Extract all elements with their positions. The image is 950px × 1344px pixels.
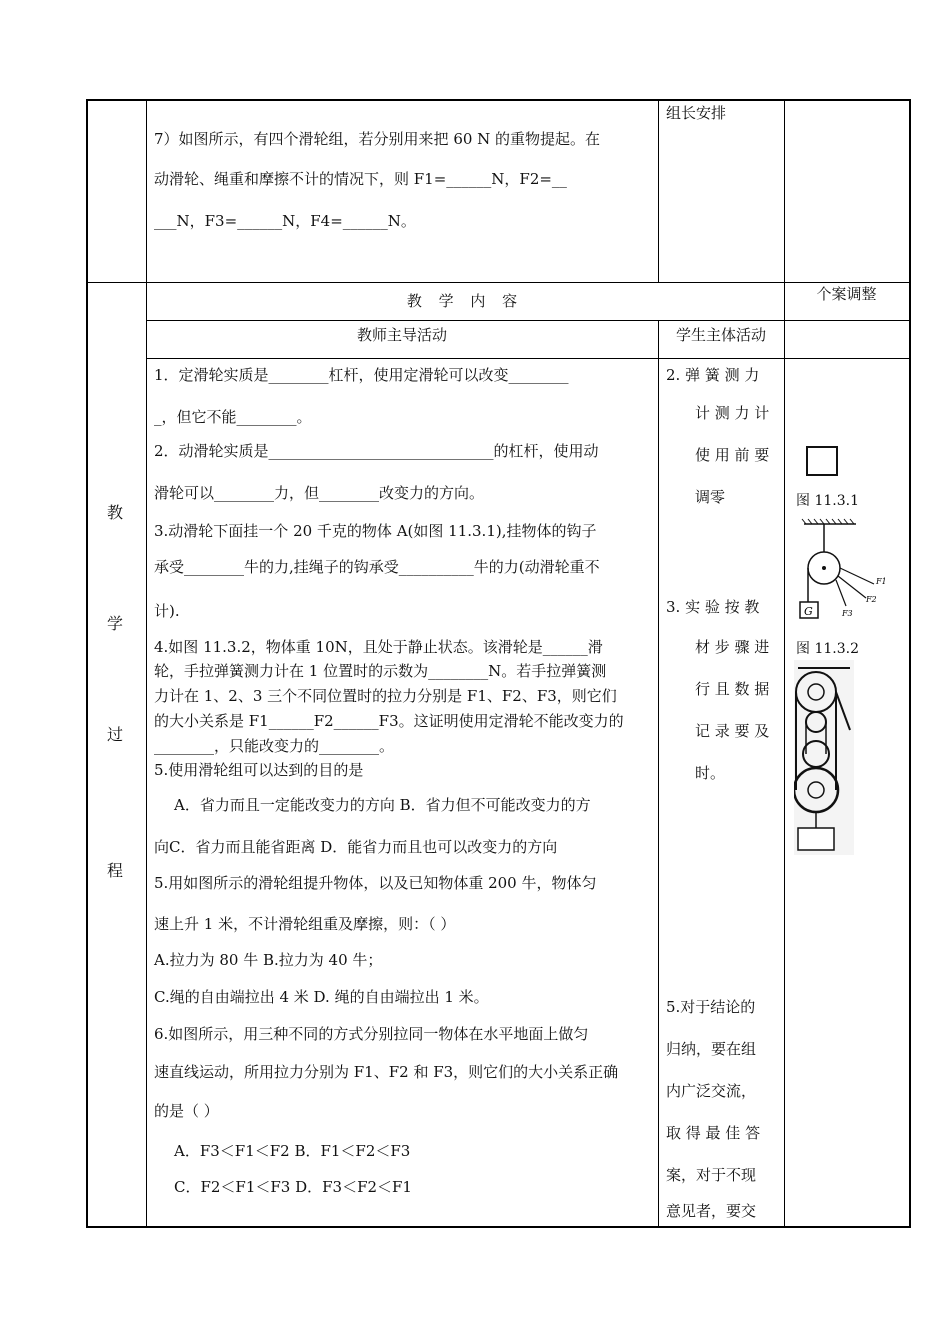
- student-line: 意见者，要交: [666, 1202, 757, 1220]
- student-activity-header: 学生主体活动: [675, 326, 766, 344]
- teacher-line: 滑轮可以________力，但________改变力的方向。: [154, 484, 485, 502]
- table-border-left: [86, 99, 88, 1228]
- teacher-activity-header: 教师主导活动: [356, 326, 447, 344]
- col-line-2-bottom: [658, 320, 659, 1228]
- figure-11-3-2-caption: 图 11.3.2: [796, 641, 859, 657]
- side-label-guo: 过: [107, 725, 124, 744]
- table-border-bottom: [86, 1226, 911, 1228]
- teacher-line: 1．定滑轮实质是________杠杆，使用定滑轮可以改变________: [154, 366, 569, 384]
- teacher-line: ________，只能改变力的________。: [154, 737, 395, 755]
- student-line: 记 录 要 及: [695, 722, 770, 740]
- side-label-xue: 学: [107, 614, 124, 633]
- teacher-line: A．省力而且一定能改变力的方向 B．省力但不可能改变力的方: [174, 796, 591, 814]
- case-adjust-label: 个案调整: [816, 285, 877, 303]
- student-line: 取 得 最 佳 答: [666, 1124, 761, 1142]
- col-line-3-bottom: [784, 320, 785, 1228]
- student-line: 使 用 前 要: [695, 446, 770, 464]
- pulley-block-diagram: [794, 660, 854, 855]
- figure-11-3-1-caption: 图 11.3.1: [796, 493, 859, 509]
- student-line: 内广泛交流，: [666, 1082, 757, 1100]
- side-label-jiao: 教: [107, 503, 124, 522]
- teacher-line: 承受________牛的力,挂绳子的钩承受__________牛的力(动滑轮重不: [154, 558, 600, 576]
- teacher-line: 的是（ ）: [154, 1102, 219, 1120]
- teacher-line: C．F2＜F1＜F3 D．F3＜F2＜F1: [174, 1178, 412, 1196]
- student-line: 5.对于结论的: [666, 998, 756, 1016]
- col-line-2-top: [658, 99, 659, 283]
- teacher-line: 力计在 1、2、3 三个不同位置时的拉力分别是 F1、F2、F3，则它们: [154, 687, 617, 705]
- teacher-line: 2．动滑轮实质是______________________________的杠杆，使用动: [154, 442, 599, 460]
- teacher-line: 计).: [154, 602, 180, 620]
- teacher-line: A.拉力为 80 牛 B.拉力为 40 牛；: [154, 951, 383, 969]
- fig2-f3-label: F3: [842, 609, 853, 618]
- col-line-1: [146, 99, 147, 1228]
- fig2-f2-label: F2: [866, 595, 877, 604]
- student-line: 材 步 骤 进: [695, 638, 770, 656]
- student-line: 行 且 数 据: [695, 680, 770, 698]
- teacher-line: 的大小关系是 F1______F2______F3。这证明使用定滑轮不能改变力的: [154, 712, 624, 730]
- group-leader-note: 组长安排: [666, 104, 727, 122]
- teacher-line: 6.如图所示，用三种不同的方式分别拉同一物体在水平地面上做匀: [154, 1025, 589, 1043]
- student-line: 时。: [695, 764, 726, 782]
- figure-11-3-2-diagram: [796, 518, 906, 638]
- teacher-line: 速直线运动，所用拉力分别为 F1、F2 和 F3，则它们的大小关系正确: [154, 1063, 619, 1081]
- teacher-line: C.绳的自由端拉出 4 米 D. 绳的自由端拉出 1 米。: [154, 988, 489, 1006]
- table-border-right: [909, 99, 911, 1228]
- teacher-line: 5.用如图所示的滑轮组提升物体，以及已知物体重 200 牛，物体匀: [154, 874, 597, 892]
- q7-line-3: ___N，F3=______N，F4=______N。: [154, 212, 416, 230]
- side-label-cheng: 程: [107, 861, 124, 880]
- student-line: 案，对于不现: [666, 1166, 757, 1184]
- student-line: 调零: [695, 488, 726, 506]
- teacher-line: A．F3＜F1＜F2 B．F1＜F2＜F3: [174, 1142, 411, 1160]
- teacher-line: 3.动滑轮下面挂一个 20 千克的物体 A(如图 11.3.1),挂物体的钩子: [154, 522, 597, 540]
- teacher-line: 4.如图 11.3.2，物体重 10N，且处于静止状态。该滑轮是______滑: [154, 638, 603, 656]
- teacher-line: 轮，手拉弹簧测力计在 1 位置时的示数为________N。若手拉弹簧测: [154, 662, 607, 680]
- q7-line-2: 动滑轮、绳重和摩擦不计的情况下，则 F1=______N，F2=__: [154, 170, 567, 188]
- fig2-f1-label: F1: [876, 577, 887, 586]
- q7-line-1: 7）如图所示，有四个滑轮组，若分别用来把 60 N 的重物提起。在: [154, 130, 601, 148]
- teacher-line: 速上升 1 米，不计滑轮组重及摩擦，则：（ ）: [154, 915, 456, 933]
- content-title: 教 学 内 容: [406, 292, 524, 310]
- teacher-line: _，但它不能________。: [154, 408, 312, 426]
- student-line: 3. 实 验 按 教: [666, 598, 760, 616]
- student-line: 归纳，要在组: [666, 1040, 757, 1058]
- student-line: 2. 弹 簧 测 力: [666, 366, 760, 384]
- fig2-weight-label: G: [804, 605, 813, 618]
- table-border-top: [86, 99, 911, 101]
- teacher-line: 向C．省力而且能省距离 D．能省力而且也可以改变力的方向: [154, 838, 558, 856]
- teacher-line: 5.使用滑轮组可以达到的目的是: [154, 761, 364, 779]
- student-line: 计 测 力 计: [695, 404, 770, 422]
- figure-11-3-1-box: [806, 446, 838, 476]
